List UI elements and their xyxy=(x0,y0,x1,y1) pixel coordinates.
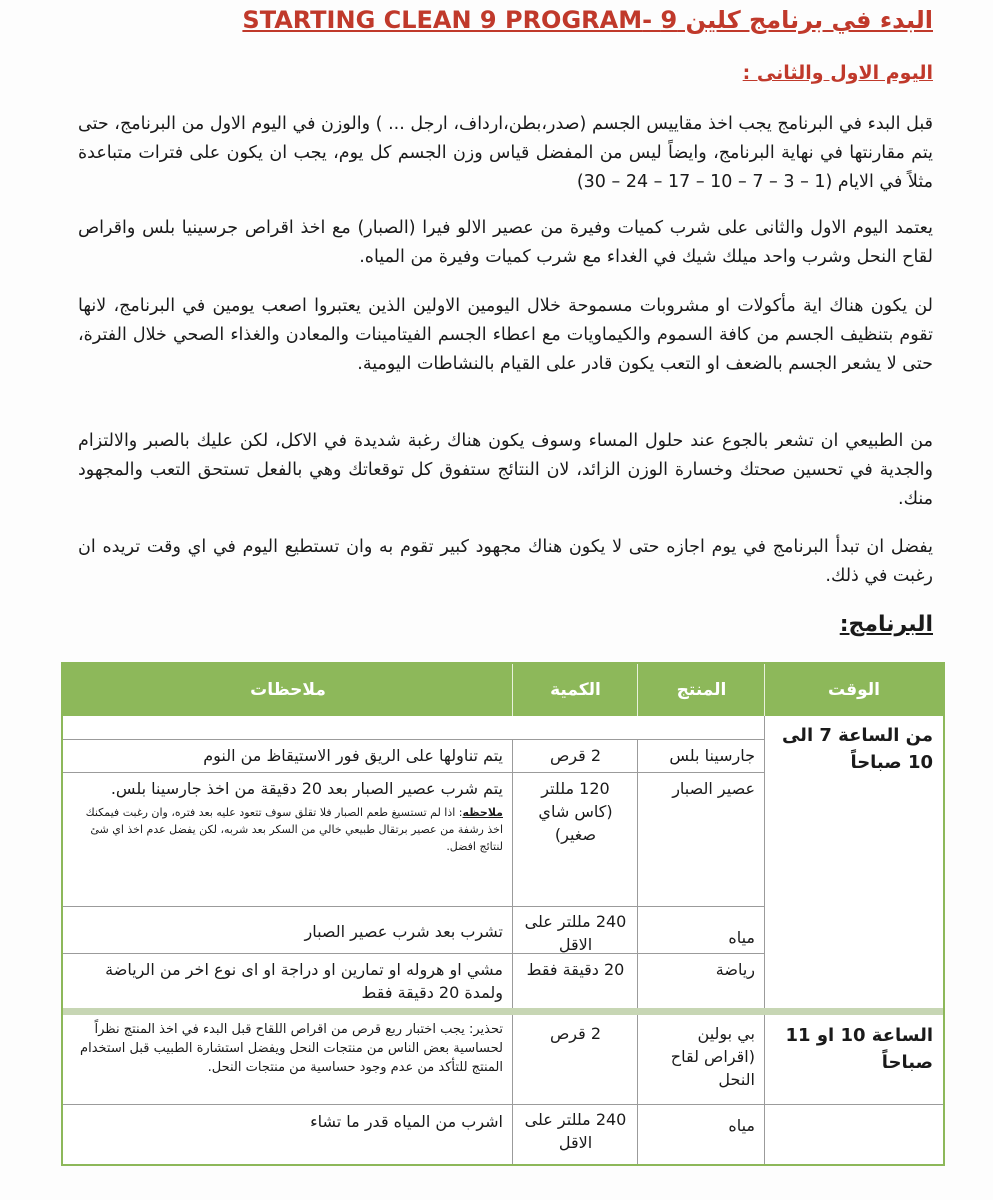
paragraph-3: لن يكون هناك اية مأكولات او مشروبات مسموحة خلال اليومين الاولين الذين يعتبروا اصعب يومين في البرنامج، لانها تقوم بتنظيف الجسم من كافة السموم والكيماويات مع اعطاء الجسم الفيتامينات والمعادن والغذاء الصحي خلال الفترة، حتى لا يشعر الجسم بالضعف او التعب يكون قادر على القيام بالنشاطات اليومية. xyxy=(78,296,933,374)
page-title: البدء في برنامج كلين 9 -STARTING CLEAN 9 PROGRAM xyxy=(242,6,933,34)
notes-garcinia: يتم تناولها على الريق فور الاستيقاظ من النوم xyxy=(203,746,503,765)
note-label: ملاحظه xyxy=(462,806,503,819)
quantity-water-2: 240 مللتر على الاقل xyxy=(524,1110,627,1152)
notes-water-2: اشرب من المياه قدر ما تشاء xyxy=(310,1112,503,1131)
time-slot-1: من الساعة 7 الى 10 صباحاً xyxy=(781,725,933,773)
section-subtitle: اليوم الاول والثانى : xyxy=(742,62,933,84)
product-water-2: مياه xyxy=(728,1116,755,1135)
header-notes: ملاحظات xyxy=(250,680,326,700)
notes-aloe-juice xyxy=(73,777,503,855)
header-product: المنتج xyxy=(637,664,765,716)
product-garcinia: جارسينا بلس xyxy=(669,746,755,765)
program-table xyxy=(61,662,945,1166)
product-exercise: رياضة xyxy=(715,960,755,979)
quantity-aloe-juice: 120 مللتر (كاس شاي صغير) xyxy=(538,779,613,844)
paragraph-2: يعتمد اليوم الاول والثانى على شرب كميات وفيرة من عصير الالو فيرا (الصبار) مع اخذ اقراص جرسينيا بلس واقراص لقاح النحل وشرب واحد ميلك شيك في الغداء مع شرب كميات وفيرة من المياه. xyxy=(78,218,933,267)
table-header xyxy=(63,664,943,716)
time-slot-2: الساعة 10 او 11 صباحاً xyxy=(785,1025,933,1073)
notes-bee-pollen: تحذير: يجب اختبار ربع قرص من اقراص اللقاح قبل البدء في اخذ المنتج نظراً لحساسية بعض الناس من منتجات النحل ويفضل استشارة الطبيب قبل استخدام المنتج للتأكد من عدم وجود حساسية من منتجات النحل. xyxy=(80,1022,503,1075)
program-title: البرنامج: xyxy=(839,612,933,637)
paragraph-1: قبل البدء في البرنامج يجب اخذ مقاييس الجسم (صدر،بطن،ارداف، ارجل ... ) والوزن في اليوم الاول من البرنامج، حتى يتم مقارنتها في نهاية البرنامج، وايضاً ليس من المفضل قياس وزن الجسم كل يوم، يجب ان يكون على فترات متباعدة مثلاً في الايام (1 – 3 – 7 – 10 – 17 – 24 – 30) xyxy=(78,114,933,192)
quantity-garcinia: 2 قرص xyxy=(549,746,602,765)
paragraph-4: من الطبيعي ان تشعر بالجوع عند حلول المساء وسوف يكون هناك رغبة شديدة في الاكل، لكن عليك بالصبر والالتزام والجدية في تحسين صحتك وخسارة الوزن الزائد، لان النتائج ستفوق كل توقعاتك وهي بالفعل تستحق التعب والمجهود منك. xyxy=(78,431,933,509)
quantity-exercise: 20 دقيقة فقط xyxy=(526,960,625,979)
product-bee-pollen: بي بولين (اقراص لقاح النحل xyxy=(670,1024,755,1089)
notes-water-1: تشرب بعد شرب عصير الصبار xyxy=(304,922,503,941)
notes-aloe-remark xyxy=(73,804,503,855)
header-quantity: الكمية xyxy=(512,664,638,716)
paragraph-5: يفضل ان تبدأ البرنامج في يوم اجازه حتى لا يكون هناك مجهود كبير تقوم به وان تستطيع اليوم في اي وقت تريده ان رغبت في ذلك. xyxy=(78,537,933,586)
quantity-bee-pollen: 2 قرص xyxy=(549,1024,602,1043)
header-time: الوقت xyxy=(764,664,943,716)
product-aloe-juice: عصير الصبار xyxy=(672,779,755,798)
note-text: : اذا لم تستسيغ طعم الصبار فلا تقلق سوف تتعود عليه بعد فتره، وان رغبت فيمكنك اخذ رشفة من عصير برتقال طبيعي خالي من السكر بعد شربه، لكن يفضل عدم اخذ اي شئ لنتائج افضل. xyxy=(85,806,503,853)
group-separator xyxy=(63,1008,943,1015)
notes-exercise: مشي او هروله او تمارين او دراجة او اى نوع اخر من الرياضة ولمدة 20 دقيقة فقط xyxy=(105,960,503,1002)
product-water-1: مياه xyxy=(728,928,755,947)
notes-aloe-main: يتم شرب عصير الصبار بعد 20 دقيقة من اخذ جارسينا بلس. xyxy=(110,779,503,798)
quantity-water-1: 240 مللتر على الاقل xyxy=(524,912,627,954)
